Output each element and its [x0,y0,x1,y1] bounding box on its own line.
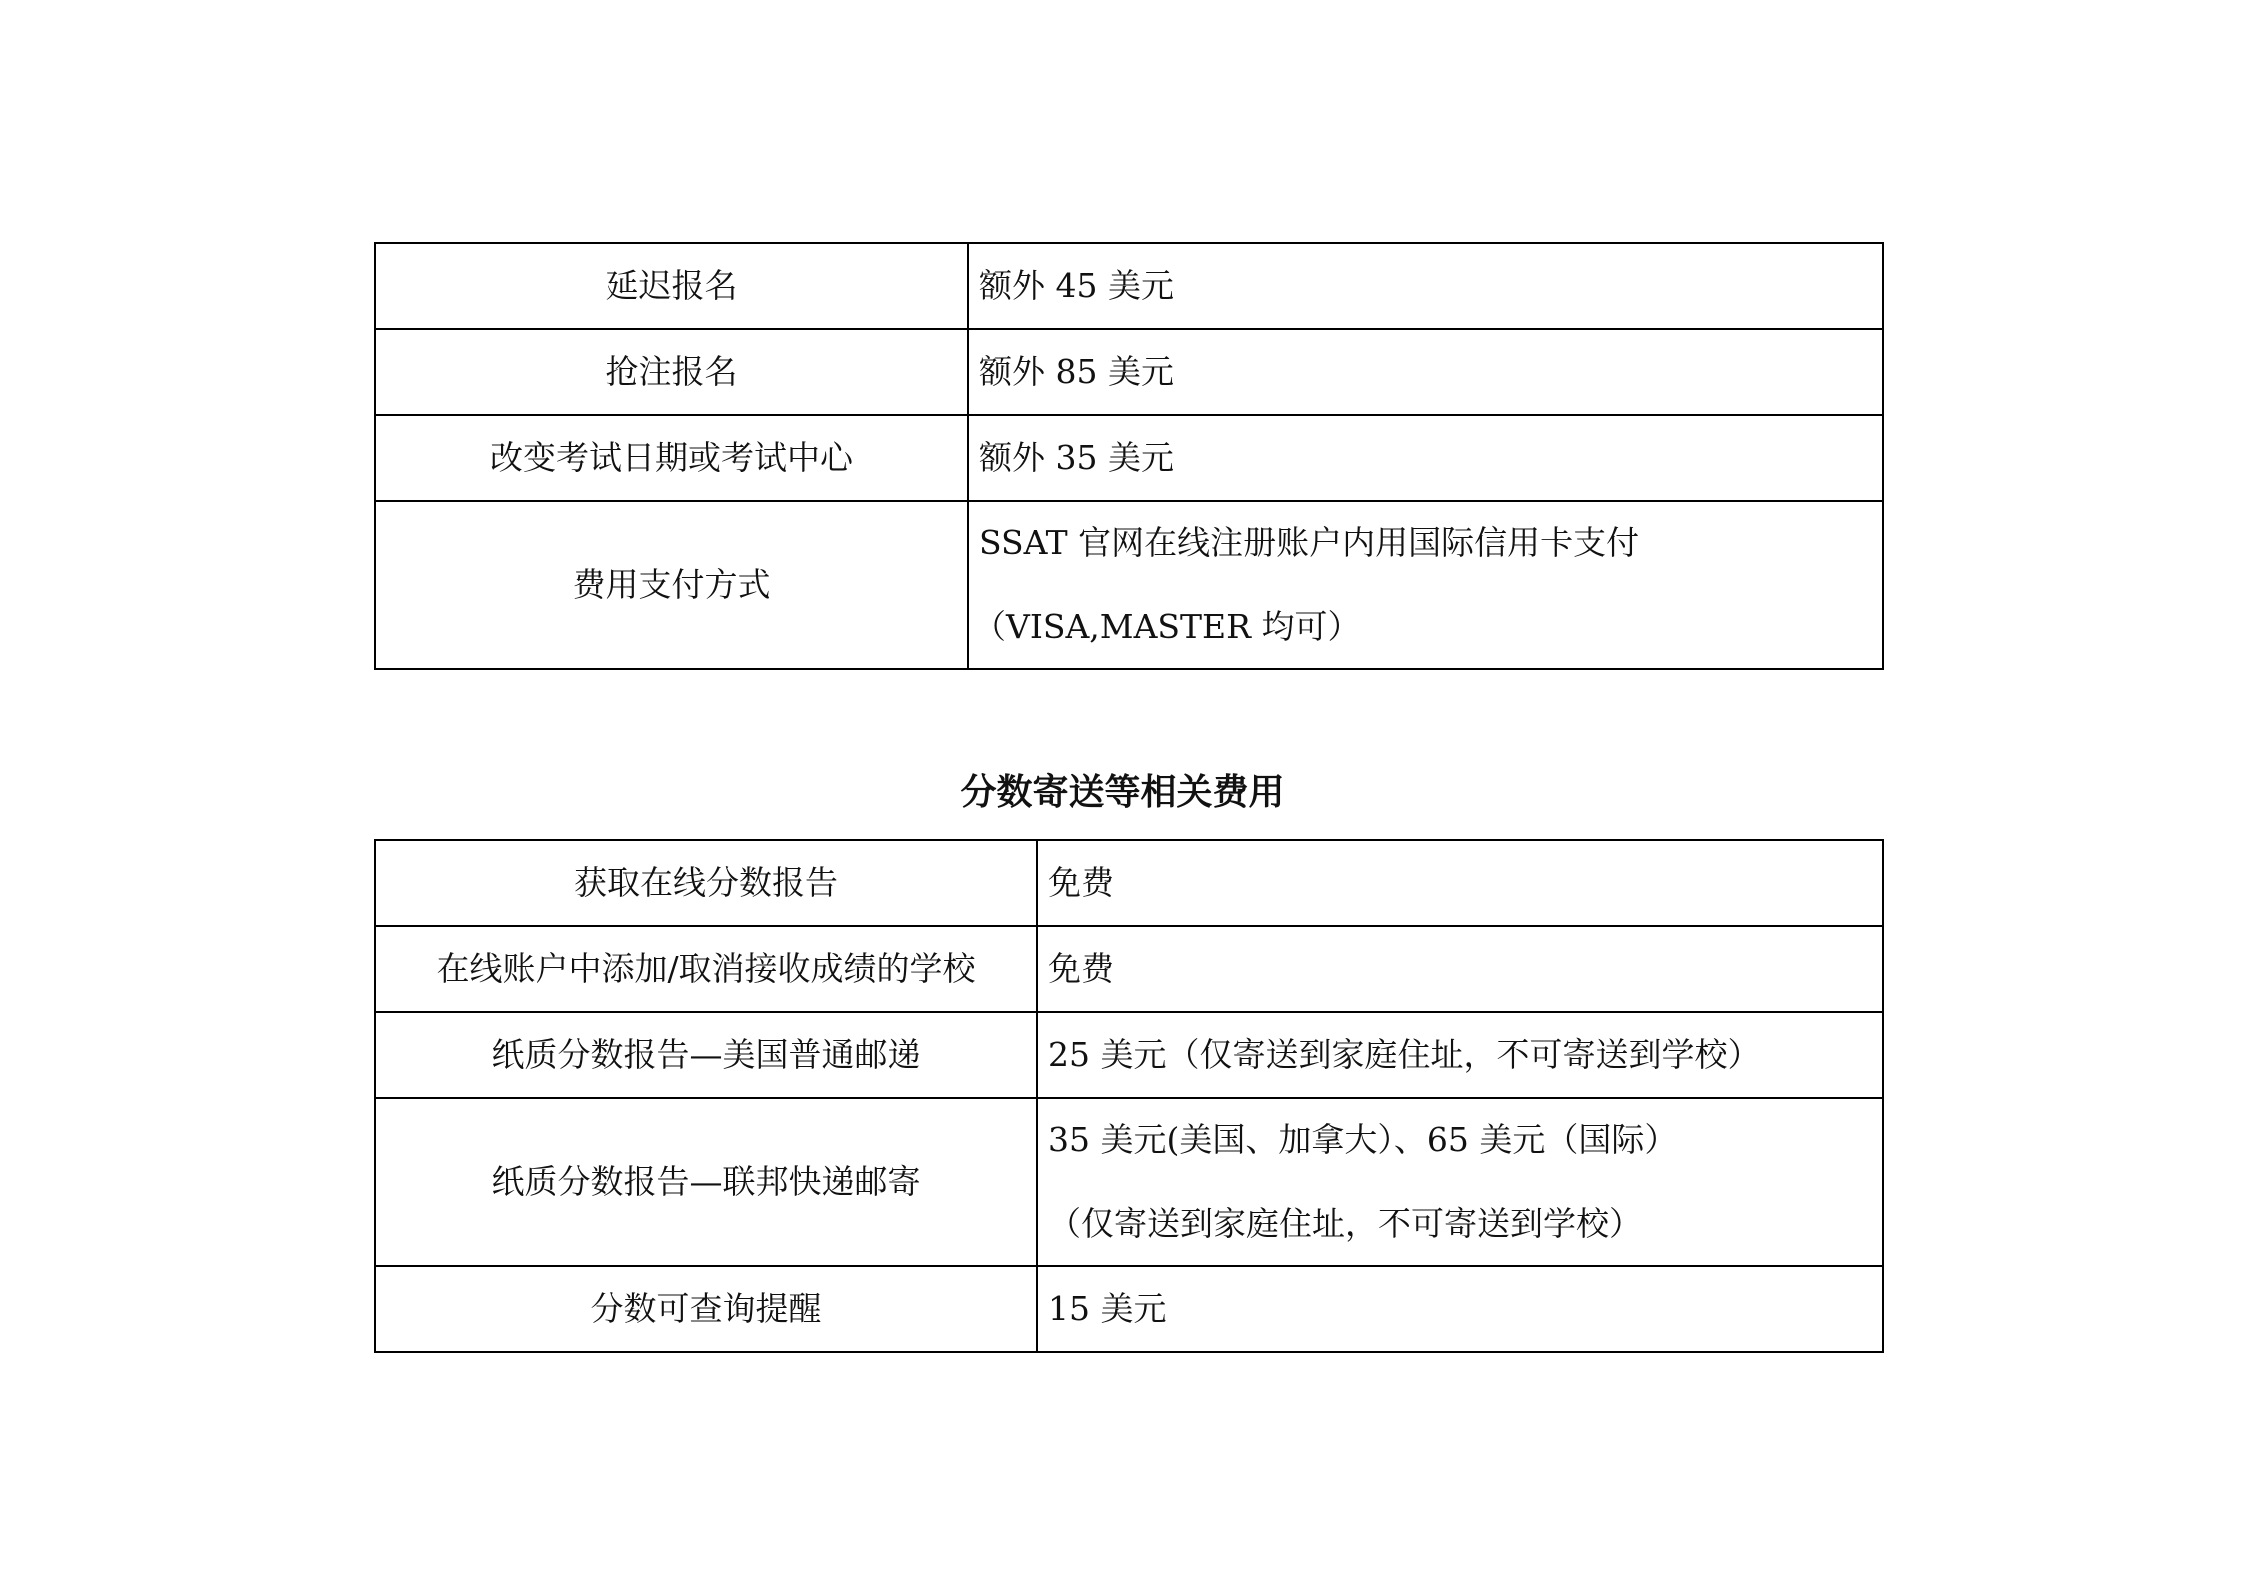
table-row [375,1012,1883,1098]
fee-item-value: 免费 [1037,926,1883,1012]
fee-item-label: 改变考试日期或考试中心 [375,415,968,501]
table-row [375,840,1883,926]
table-row [375,1098,1883,1266]
fee-item-value: 免费 [1037,840,1883,926]
payment-method-label: 费用支付方式 [375,501,968,669]
fee-item-label: 分数可查询提醒 [375,1266,1037,1352]
fee-item-label: 纸质分数报告—联邦快递邮寄 [375,1098,1037,1266]
payment-method-cards: （VISA,MASTER 均可） [973,607,1361,646]
fee-item-label: 延迟报名 [375,243,968,329]
table-row [375,1266,1883,1352]
fee-item-value: 额外 85 美元 [968,329,1883,415]
fee-item-label: 抢注报名 [375,329,968,415]
fee-item-value: 15 美元 [1037,1266,1883,1352]
payment-method-line: SSAT 官网在线注册账户内用国际信用卡支付 [979,523,1640,562]
table-row [375,415,1883,501]
score-fee-table [374,839,1884,1353]
fee-item-value: 额外 45 美元 [968,243,1883,329]
fee-item-value: 额外 35 美元 [968,415,1883,501]
fee-item-label: 在线账户中添加/取消接收成绩的学校 [375,926,1037,1012]
registration-fee-table [374,242,1884,670]
fee-item-value [1037,1098,1883,1266]
fee-item-value: 25 美元（仅寄送到家庭住址，不可寄送到学校） [1037,1012,1883,1098]
table-row [375,501,1883,669]
fedex-price-line: 35 美元(美国、加拿大）、65 美元（国际） [1048,1120,1678,1159]
table-row [375,926,1883,1012]
fee-item-label: 获取在线分数报告 [375,840,1037,926]
section-title: 分数寄送等相关费用 [960,771,1285,813]
table-row [375,329,1883,415]
payment-method-value [968,501,1883,669]
fee-item-label: 纸质分数报告—美国普通邮递 [375,1012,1037,1098]
fedex-note-line: （仅寄送到家庭住址，不可寄送到学校） [1048,1204,1642,1243]
table-row [375,243,1883,329]
